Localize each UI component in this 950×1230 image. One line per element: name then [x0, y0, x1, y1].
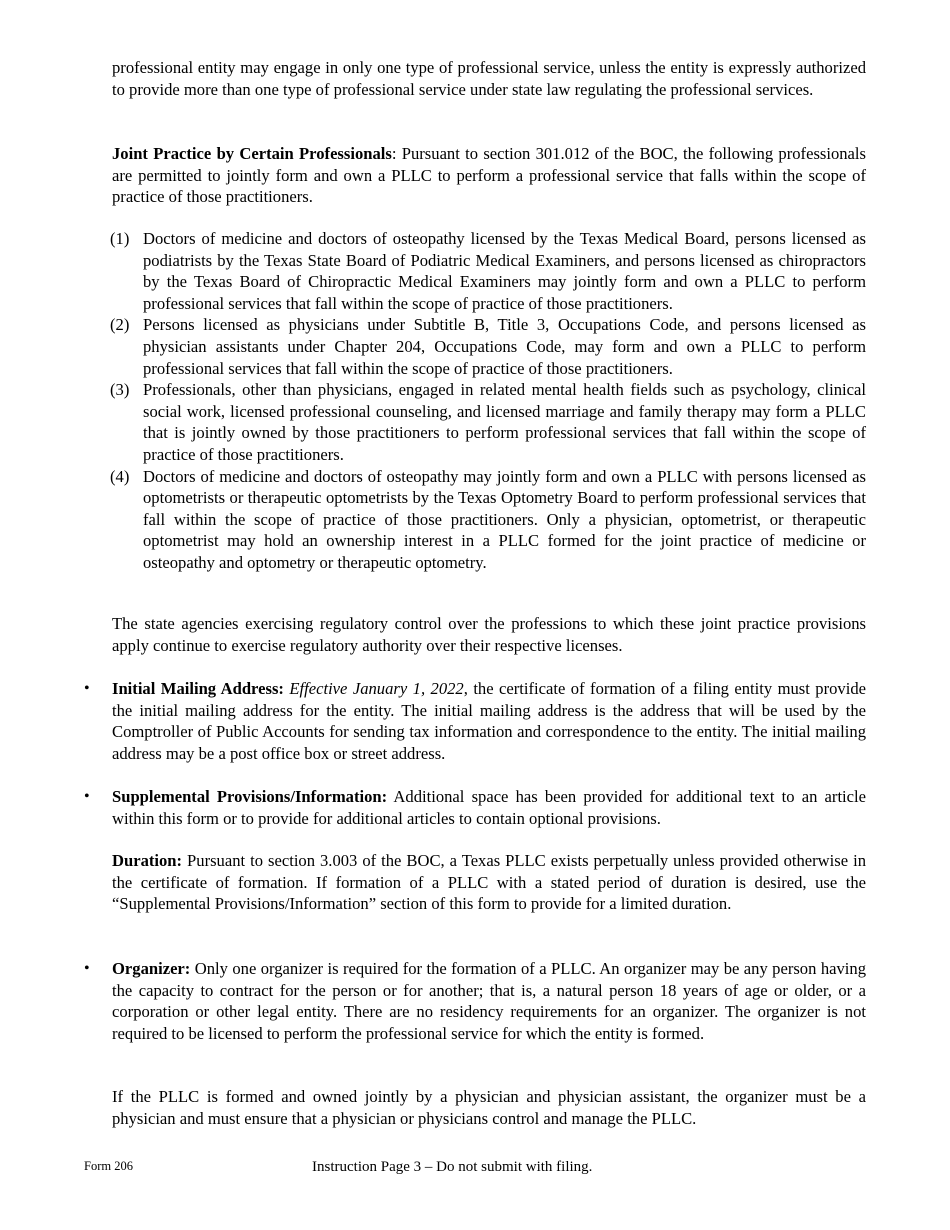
organizer-text: Only one organizer is required for the formation of a PLLC. An organizer may be any person having the capacity to contract for the person or for another; that is, a natural person 18 years of age or older, or a corporation or other legal entity. There are no residency requirements for an organizer. The organizer is not required to be licensed to perform the professional service for which the entity is formed. — [112, 959, 866, 1043]
duration-heading: Duration: — [112, 851, 183, 870]
joint-practice-closing: The state agencies exercising regulatory control over the professions to which these joint practice provisions apply continue to exercise regulatory authority over their respective licenses. — [112, 614, 866, 655]
joint-practice-heading: Joint Practice by Certain Professionals — [112, 144, 392, 163]
joint-practice-paragraph — [112, 143, 866, 208]
footer-page-label: Instruction Page 3 – Do not submit with filing. — [312, 1159, 593, 1175]
joint-practice-text: : Pursuant to section 301.012 of the BOC, the following professionals are permitted to jointly form and own a PLLC to perform a professional service that falls within the scope of practice of those practitioners. — [112, 144, 866, 207]
footer-form-number: Form 206 — [84, 1159, 133, 1173]
list-item-number: (2) — [110, 315, 130, 335]
list-item-number: (4) — [110, 466, 130, 486]
list-item-text: Doctors of medicine and doctors of osteopathy may jointly form and own a PLLC with persons licensed as optometrists or therapeutic optometrists by the Texas Optometry Board to perform professional services that fall within the scope of practice of those practitioners. Only a physician, optometrist, or therapeutic optometrist may hold an ownership interest in a PLLC formed for the joint practice of medicine or osteopathy and optometry or therapeutic optometry. — [143, 466, 866, 572]
list-item-text: Professionals, other than physicians, engaged in related mental health fields such as psychology, clinical social work, licensed professional counseling, and licensed marriage and family therapy may form a PLLC that is jointly owned by those practitioners to perform professional services that fall within the scope of practice of those practitioners. — [143, 380, 866, 464]
list-item-number: (3) — [110, 380, 130, 400]
mailing-address-text: , the certificate of formation of a filing entity must provide the initial mailing address for the entity. The initial mailing address is the address that will be used by the Comptroller of Public Accounts for sending tax information and correspondence to the entity. The initial mailing address may be a post office box or street address. — [112, 679, 866, 763]
mailing-address-effective: Effective January 1, 2022 — [289, 679, 464, 698]
list-item-text: Doctors of medicine and doctors of osteopathy licensed by the Texas Medical Board, persons licensed as podiatrists by the Texas State Board of Podiatric Medical Examiners, and persons licensed as chiropractors by the Texas Board of Chiropractic Medical Examiners may jointly form and own a PLLC to perform professional services that fall within the scope of practice of those practitioners. — [143, 229, 866, 313]
mailing-address-heading: Initial Mailing Address: — [112, 679, 284, 698]
supplemental-heading: Supplemental Provisions/Information: — [112, 787, 388, 806]
duration-paragraph — [112, 850, 866, 915]
duration-text: Pursuant to section 3.003 of the BOC, a Texas PLLC exists perpetually unless provided otherwise in the certificate of formation. If formation of a PLLC with a stated period of duration is desired, use the “Supplemental Provisions/Information” section of this form to provide for a limited duration. — [112, 851, 866, 914]
bullet-icon: • — [84, 680, 90, 697]
organizer-paragraph — [112, 958, 866, 1044]
supplemental-paragraph — [112, 786, 866, 829]
supplemental-text: Additional space has been provided for additional text to an article within this form or to provide for additional articles to contain optional provisions. — [112, 787, 866, 828]
joint-practice-list — [112, 228, 866, 574]
list-item — [112, 379, 866, 465]
mailing-address-paragraph — [112, 678, 866, 764]
list-item — [112, 466, 866, 574]
list-item — [112, 228, 866, 314]
list-item-text: Persons licensed as physicians under Subtitle B, Title 3, Occupations Code, and persons licensed as physician assistants under Chapter 204, Occupations Code, may form and own a PLLC to perform professional services that fall within the scope of practice of those practitioners. — [143, 315, 866, 378]
bullet-icon: • — [84, 788, 90, 805]
list-item-number: (1) — [110, 229, 130, 248]
organizer-heading: Organizer: — [112, 959, 191, 978]
bullet-icon: • — [84, 960, 90, 977]
intro-paragraph: professional entity may engage in only one type of professional service, unless the entity is expressly authorized to provide more than one type of professional service under state law regulating the professional services. — [112, 58, 866, 99]
organizer-note: If the PLLC is formed and owned jointly by a physician and physician assistant, the organizer must be a physician and must ensure that a physician or physicians control and manage the PLLC. — [112, 1087, 866, 1128]
list-item — [112, 314, 866, 379]
